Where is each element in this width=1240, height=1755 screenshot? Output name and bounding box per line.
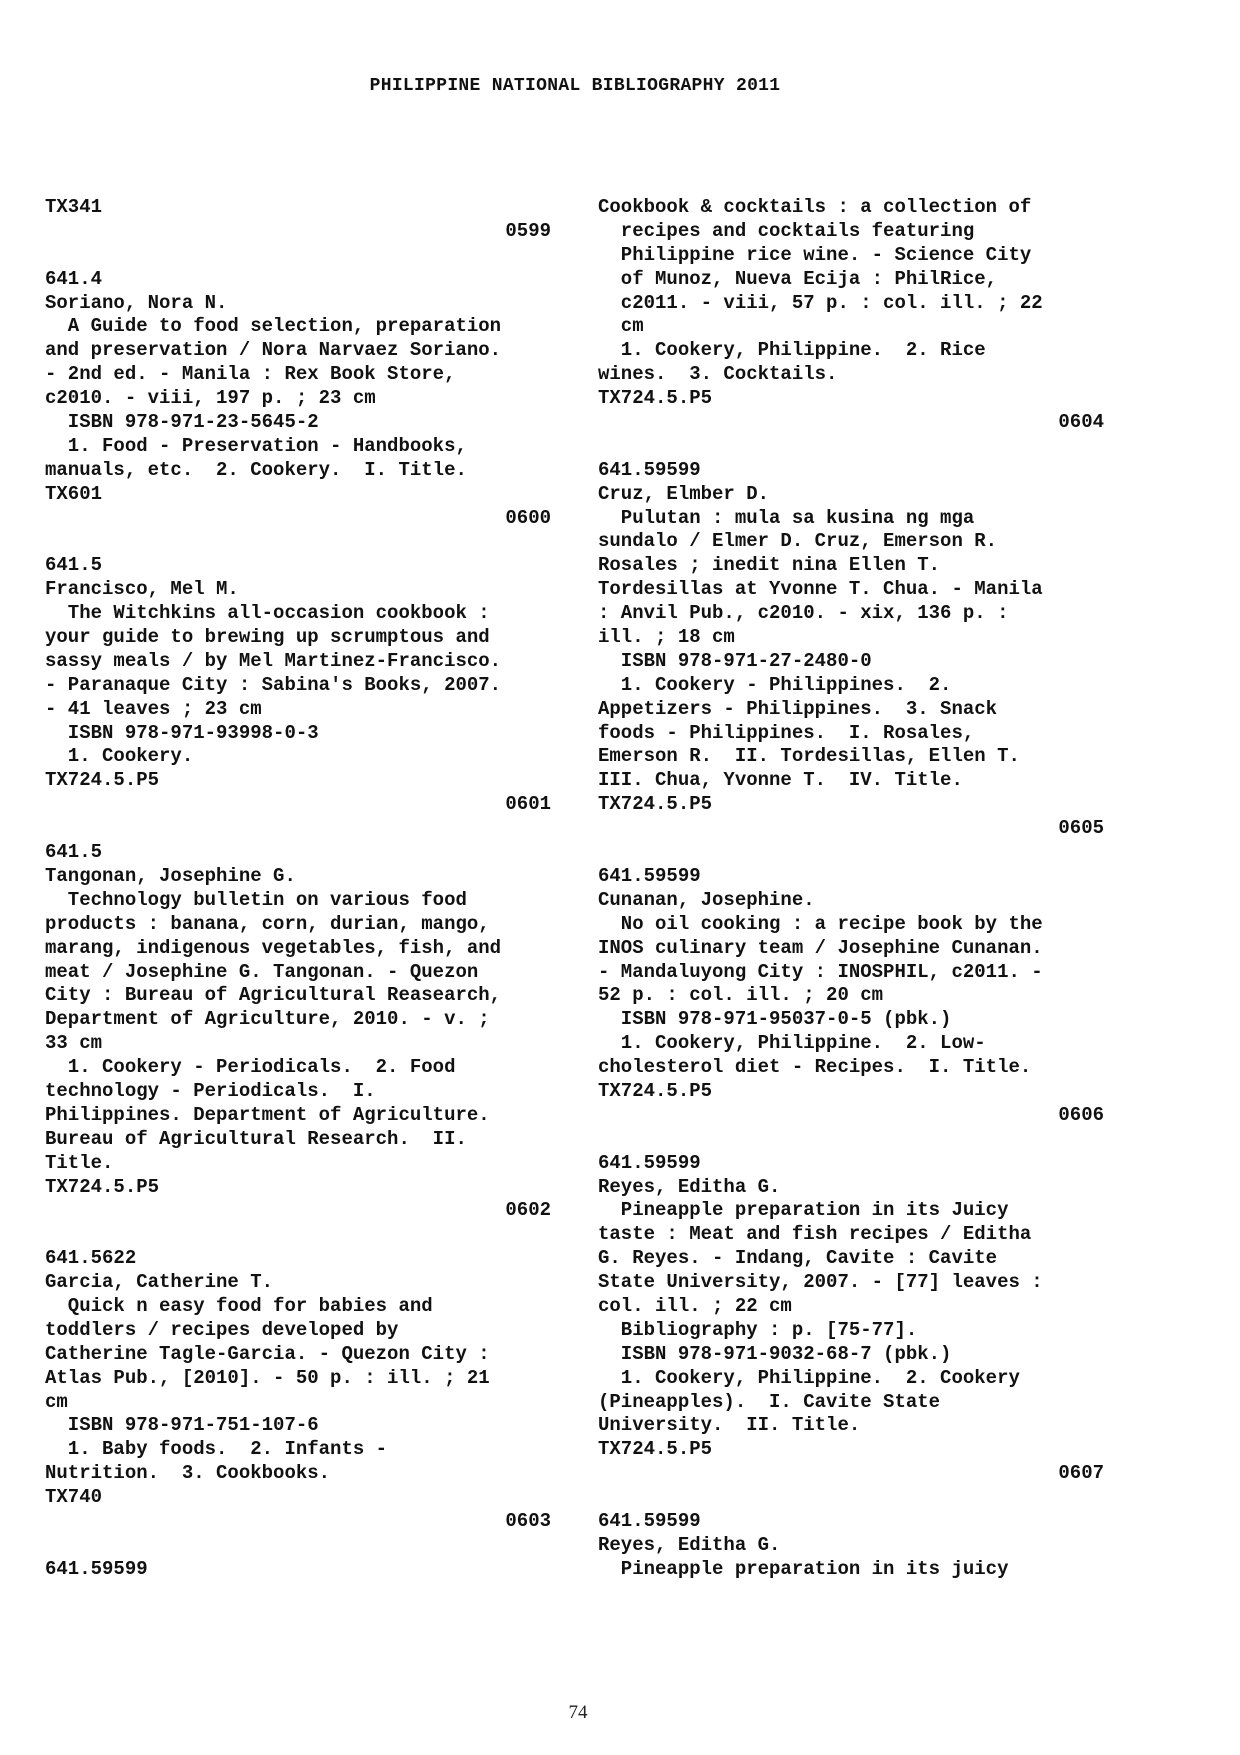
entry-line: sassy meals / by Mel Martinez-Francisco. bbox=[45, 649, 502, 672]
entry-line: 641.5 bbox=[45, 841, 103, 864]
entry-line: ill. ; 18 cm bbox=[598, 626, 735, 649]
entry-line: TX740 bbox=[45, 1486, 103, 1509]
entry-line: Bibliography : p. [75-77]. bbox=[598, 1318, 918, 1341]
entry-line: recipes and cocktails featuring bbox=[598, 219, 975, 242]
entry-line: III. Chua, Yvonne T. IV. Title. bbox=[598, 769, 963, 792]
entry-line: Cookbook & cocktails : a collection of bbox=[598, 196, 1032, 218]
entry-line: - 2nd ed. - Manila : Rex Book Store, bbox=[45, 363, 456, 386]
entry-line: products : banana, corn, durian, mango, bbox=[45, 912, 490, 935]
entry-line: taste : Meat and fish recipes / Editha bbox=[598, 1223, 1032, 1246]
entry-line: 1. Baby foods. 2. Infants - bbox=[45, 1438, 388, 1461]
entry-line: 1. Cookery - Philippines. 2. bbox=[598, 673, 952, 696]
entry-line: Atlas Pub., [2010]. - 50 p. : ill. ; 21 bbox=[45, 1366, 490, 1389]
entry-line: (Pineapples). I. Cavite State bbox=[598, 1390, 941, 1413]
entry-line: ISBN 978-971-751-107-6 bbox=[45, 1414, 319, 1437]
entry-line: 641.59599 bbox=[598, 1509, 701, 1532]
entry-line: manuals, etc. 2. Cookery. I. Title. bbox=[45, 458, 467, 481]
entry-line: Nutrition. 3. Cookbooks. bbox=[45, 1462, 331, 1485]
entry-line: No oil cooking : a recipe book by the bbox=[598, 912, 1043, 935]
entry-line: your guide to brewing up scrumptous and bbox=[45, 626, 490, 649]
entry-line: : Anvil Pub., c2010. - xix, 136 p. : bbox=[598, 602, 1009, 625]
entry-line: 641.5622 bbox=[45, 1247, 137, 1270]
entry-number: 0599 bbox=[505, 219, 551, 242]
entry-line: Pineapple preparation in its Juicy bbox=[598, 1199, 1009, 1222]
entry-line: 52 p. : col. ill. ; 20 cm bbox=[598, 984, 884, 1007]
entry-line: TX341 bbox=[45, 196, 103, 218]
entry-line: Pulutan : mula sa kusina ng mga bbox=[598, 506, 975, 529]
entry-number: 0604 bbox=[1058, 411, 1104, 434]
page-number: 74 bbox=[568, 1702, 588, 1723]
entry-line: TX724.5.P5 bbox=[598, 1079, 713, 1102]
entry-line: TX724.5.P5 bbox=[598, 793, 713, 816]
entry-line: of Munoz, Nueva Ecija : PhilRice, bbox=[598, 267, 998, 290]
entry-line: 1. Cookery, Philippine. 2. Rice bbox=[598, 339, 986, 362]
entry-line: Reyes, Editha G. bbox=[598, 1533, 781, 1556]
entry-line: - Mandaluyong City : INOSPHIL, c2011. - bbox=[598, 960, 1043, 983]
blank-line bbox=[598, 435, 1104, 459]
blank-line bbox=[45, 1223, 551, 1247]
blank-line bbox=[45, 817, 551, 841]
entry-line: cm bbox=[598, 315, 644, 338]
entry-number: 0603 bbox=[505, 1509, 551, 1532]
entry-line: The Witchkins all-occasion cookbook : bbox=[45, 602, 490, 625]
entry-line: Department of Agriculture, 2010. - v. ; bbox=[45, 1008, 490, 1031]
entry-line: ISBN 978-971-95037-0-5 (pbk.) bbox=[598, 1008, 952, 1031]
entry-number: 0606 bbox=[1058, 1103, 1104, 1126]
entry-line: Francisco, Mel M. bbox=[45, 578, 239, 601]
entry-line: 1. Cookery. bbox=[45, 745, 194, 768]
blank-line bbox=[45, 530, 551, 554]
entry-line: 1. Cookery - Periodicals. 2. Food bbox=[45, 1056, 456, 1079]
entry-line: sundalo / Elmer D. Cruz, Emerson R. bbox=[598, 530, 998, 553]
entry-line: TX601 bbox=[45, 482, 103, 505]
blank-line bbox=[45, 244, 551, 268]
blank-line bbox=[598, 841, 1104, 865]
entry-line: Tordesillas at Yvonne T. Chua. - Manila bbox=[598, 578, 1043, 601]
entry-line: ISBN 978-971-27-2480-0 bbox=[598, 649, 872, 672]
entry-line: Pineapple preparation in its juicy bbox=[598, 1557, 1009, 1580]
entry-line: University. II. Title. bbox=[598, 1414, 861, 1437]
entry-number: 0601 bbox=[505, 793, 551, 816]
entry-line: G. Reyes. - Indang, Cavite : Cavite bbox=[598, 1247, 998, 1270]
entry-line: Quick n easy food for babies and bbox=[45, 1294, 433, 1317]
left-column bbox=[45, 196, 551, 1582]
entry-line: meat / Josephine G. Tangonan. - Quezon bbox=[45, 960, 479, 983]
entry-line: 1. Cookery, Philippine. 2. Cookery bbox=[598, 1366, 1020, 1389]
entry-line: Philippines. Department of Agriculture. bbox=[45, 1103, 490, 1126]
entry-number: 0605 bbox=[1058, 817, 1104, 840]
entry-line: Catherine Tagle-Garcia. - Quezon City : bbox=[45, 1342, 490, 1365]
entry-line: 33 cm bbox=[45, 1032, 103, 1055]
entry-line: ISBN 978-971-93998-0-3 bbox=[45, 721, 319, 744]
entry-line: - 41 leaves ; 23 cm bbox=[45, 697, 262, 720]
entry-line: c2011. - viii, 57 p. : col. ill. ; 22 bbox=[598, 291, 1043, 314]
entry-line: marang, indigenous vegetables, fish, and bbox=[45, 936, 502, 959]
entry-line: wines. 3. Cocktails. bbox=[598, 363, 838, 386]
entry-number: 0600 bbox=[505, 506, 551, 529]
entry-line: and preservation / Nora Narvaez Soriano. bbox=[45, 339, 502, 362]
entry-line: 641.59599 bbox=[598, 458, 701, 481]
entry-line: cm bbox=[45, 1390, 68, 1413]
entry-line: INOS culinary team / Josephine Cunanan. bbox=[598, 936, 1043, 959]
entry-line: col. ill. ; 22 cm bbox=[598, 1294, 792, 1317]
entry-line: cholesterol diet - Recipes. I. Title. bbox=[598, 1056, 1032, 1079]
entry-line: Appetizers - Philippines. 3. Snack bbox=[598, 697, 998, 720]
entry-line: A Guide to food selection, preparation bbox=[45, 315, 502, 338]
entry-line: TX724.5.P5 bbox=[598, 387, 713, 410]
entry-line: c2010. - viii, 197 p. ; 23 cm bbox=[45, 387, 376, 410]
entry-line: - Paranaque City : Sabina's Books, 2007. bbox=[45, 673, 502, 696]
entry-line: toddlers / recipes developed by bbox=[45, 1318, 399, 1341]
entry-line: 641.59599 bbox=[598, 1151, 701, 1174]
entry-line: 641.59599 bbox=[598, 864, 701, 887]
entry-line: TX724.5.P5 bbox=[45, 769, 160, 792]
entry-line: 641.4 bbox=[45, 267, 103, 290]
entry-line: TX724.5.P5 bbox=[598, 1438, 713, 1461]
entry-line: Emerson R. II. Tordesillas, Ellen T. bbox=[598, 745, 1020, 768]
blank-line bbox=[598, 1486, 1104, 1510]
right-column bbox=[598, 196, 1104, 1582]
entry-line: Reyes, Editha G. bbox=[598, 1175, 781, 1198]
entry-line: Cruz, Elmber D. bbox=[598, 482, 770, 505]
entry-number: 0602 bbox=[505, 1199, 551, 1222]
entry-line: TX724.5.P5 bbox=[45, 1175, 160, 1198]
entry-line: 641.5 bbox=[45, 554, 103, 577]
entry-line: Title. bbox=[45, 1151, 114, 1174]
entry-line: 641.59599 bbox=[45, 1557, 148, 1580]
page-title: PHILIPPINE NATIONAL BIBLIOGRAPHY 2011 bbox=[369, 76, 781, 96]
entry-line: State University, 2007. - [77] leaves : bbox=[598, 1271, 1043, 1294]
entry-number: 0607 bbox=[1058, 1462, 1104, 1485]
entry-line: Bureau of Agricultural Research. II. bbox=[45, 1127, 467, 1150]
entry-line: ISBN 978-971-23-5645-2 bbox=[45, 411, 319, 434]
entry-line: Cunanan, Josephine. bbox=[598, 888, 815, 911]
entry-line: ISBN 978-971-9032-68-7 (pbk.) bbox=[598, 1342, 952, 1365]
blank-line bbox=[598, 1128, 1104, 1152]
blank-line bbox=[45, 1534, 551, 1558]
entry-line: Rosales ; inedit nina Ellen T. bbox=[598, 554, 941, 577]
entry-line: Philippine rice wine. - Science City bbox=[598, 243, 1032, 266]
entry-line: Soriano, Nora N. bbox=[45, 291, 228, 314]
entry-line: Garcia, Catherine T. bbox=[45, 1271, 274, 1294]
entry-line: foods - Philippines. I. Rosales, bbox=[598, 721, 975, 744]
entry-line: Technology bulletin on various food bbox=[45, 888, 467, 911]
entry-line: City : Bureau of Agricultural Reasearch, bbox=[45, 984, 502, 1007]
entry-line: Tangonan, Josephine G. bbox=[45, 864, 296, 887]
entry-line: technology - Periodicals. I. bbox=[45, 1079, 376, 1102]
entry-line: 1. Food - Preservation - Handbooks, bbox=[45, 434, 467, 457]
entry-line: 1. Cookery, Philippine. 2. Low- bbox=[598, 1032, 986, 1055]
